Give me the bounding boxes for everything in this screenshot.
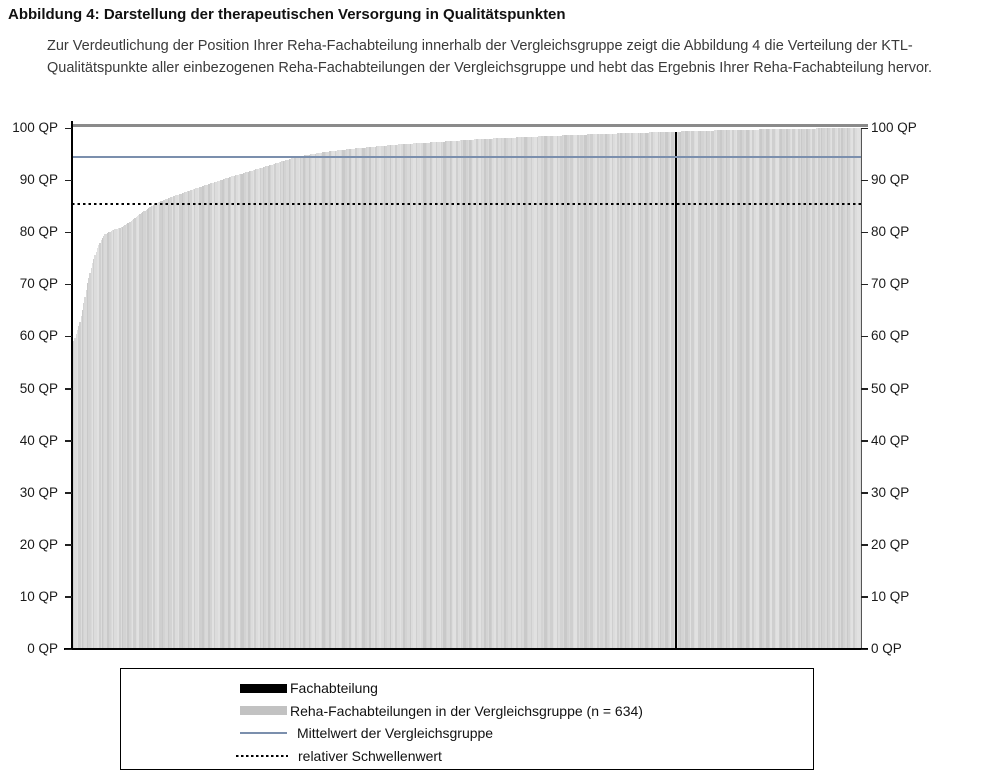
y-axis-tick-left	[65, 649, 72, 651]
legend-label: relativer Schwellenwert	[298, 747, 442, 764]
y-axis-tick-right	[861, 649, 868, 651]
y-axis-label-right: 80 QP	[871, 224, 910, 240]
legend-item-vergleichsgruppe	[121, 700, 813, 723]
y-axis-tick-right	[861, 336, 868, 338]
y-axis-tick-right	[861, 544, 868, 546]
mean-line	[72, 156, 862, 158]
legend-label: Reha-Fachabteilungen in der Vergleichsgruppe (n = 634)	[290, 702, 643, 719]
highlighted-bar	[675, 132, 677, 649]
legend-label: Mittelwert der Vergleichsgruppe	[297, 725, 494, 742]
y-axis-tick-left	[65, 180, 72, 182]
y-axis-tick-right	[861, 232, 868, 234]
y-axis-tick-left	[65, 596, 72, 598]
y-axis-label-left: 20 QP	[19, 536, 58, 552]
y-axis-label-left: 90 QP	[19, 172, 58, 188]
legend-item-schwellenwert	[121, 745, 813, 768]
y-axis-tick-left	[65, 336, 72, 338]
y-axis-label-left: 100 QP	[12, 120, 58, 135]
y-axis-label-left: 50 QP	[19, 380, 58, 396]
y-axis-label-right: 30 QP	[871, 484, 910, 500]
y-axis-tick-left	[65, 388, 72, 390]
y-axis-label-left: 70 QP	[19, 276, 58, 292]
y-axis-tick-left	[65, 128, 72, 130]
figure-title: Abbildung 4: Darstellung der therapeutischen Versorgung in Qualitätspunkten	[8, 6, 566, 23]
y-axis-tick-left	[65, 284, 72, 286]
y-axis-tick-left	[65, 544, 72, 546]
chart-legend	[120, 668, 814, 770]
legend-item-mittelwert	[121, 722, 813, 745]
y-axis-tick-right	[861, 388, 868, 390]
y-axis-label-left: 60 QP	[19, 328, 58, 344]
y-axis-label-left: 40 QP	[19, 432, 58, 448]
legend-label: Fachabteilung	[290, 680, 378, 697]
y-axis-label-right: 90 QP	[871, 172, 910, 188]
y-axis-label-left: 0 QP	[27, 641, 58, 656]
y-axis-tick-right	[861, 128, 868, 130]
y-axis-tick-right	[861, 440, 868, 442]
y-axis-label-right: 10 QP	[871, 588, 910, 604]
y-axis-tick-left	[65, 440, 72, 442]
y-axis-label-right: 100 QP	[871, 120, 917, 135]
threshold-line-swatch	[236, 755, 288, 757]
y-axis-tick-right	[861, 284, 868, 286]
mean-line-swatch	[240, 732, 287, 734]
gray-bar-swatch	[240, 706, 287, 715]
y-axis-left	[71, 121, 73, 649]
y-axis-tick-right	[861, 180, 868, 182]
figure-description: Zur Verdeutlichung der Position Ihrer Reha-Fachabteilung innerhalb der Vergleichsgruppe zeigt die Abbildung 4 die Verteilung der KTL-Qualitätspunkte aller einbezogenen Reha-Fachabteilungen der Vergleichsgruppe und hebt das Ergebnis Ihrer Reha-Fachabteilung hervor.	[47, 38, 933, 76]
y-axis-label-right: 20 QP	[871, 536, 910, 552]
y-axis-label-right: 70 QP	[871, 276, 910, 292]
x-axis	[64, 648, 868, 650]
plot-top-border	[72, 124, 868, 127]
y-axis-label-left: 10 QP	[19, 588, 58, 604]
plot-area	[72, 128, 862, 649]
y-axis-tick-left	[65, 492, 72, 494]
threshold-line	[72, 203, 862, 205]
y-axis-label-right: 60 QP	[871, 328, 910, 344]
black-bar-swatch	[240, 684, 287, 693]
y-axis-tick-right	[861, 492, 868, 494]
y-axis-label-left: 80 QP	[19, 224, 58, 240]
y-axis-tick-left	[65, 232, 72, 234]
y-axis-tick-right	[861, 596, 868, 598]
y-axis-label-right: 50 QP	[871, 380, 910, 396]
y-axis-label-right: 40 QP	[871, 432, 910, 448]
y-axis-label-right: 0 QP	[871, 641, 902, 656]
y-axis-label-left: 30 QP	[19, 484, 58, 500]
legend-item-fachabteilung	[121, 677, 813, 700]
